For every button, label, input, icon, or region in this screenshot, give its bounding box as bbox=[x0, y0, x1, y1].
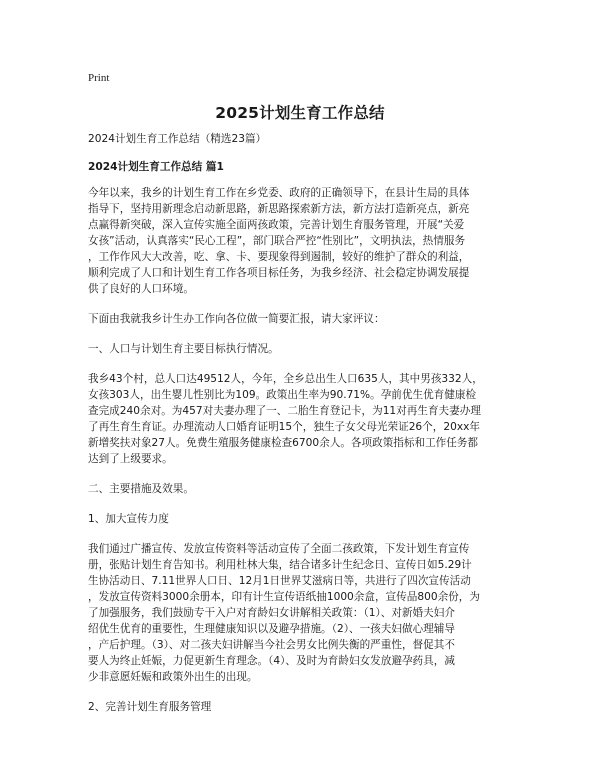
heading-service: 2、完善计划生育服务管理 bbox=[88, 701, 212, 713]
paragraph-line: ，产后护理。（3）、对二孩夫妇讲解当今社会男女比例失衡的严重性，督促其不 bbox=[88, 639, 455, 651]
paragraph-line: ，工作作风大大改善，吃、拿、卡、要现象得到遏制，较好的维护了群众的利益， bbox=[88, 251, 470, 263]
paragraph-line: 今年以来，我乡的计划生育工作在乡党委、政府的正确领导下，在县计生局的具体 bbox=[88, 187, 470, 199]
paragraph-line: 查完成240余对。为457对夫妻办理了一、二胎生育登记卡，为11对再生育夫妻办理 bbox=[88, 405, 481, 417]
document-title: 2025计划生育工作总结 bbox=[215, 104, 385, 122]
paragraph-line: 点赢得新突破，深入宣传实施全面两孩政策，完善计划生育服务管理，开展“关爱 bbox=[88, 219, 465, 231]
paragraph-line: 生协活动日、7.11世界人口日、12月1日世界艾滋病日等，共进行了四次宣传活动 bbox=[88, 575, 471, 587]
paragraph-line: 女孩”活动，认真落实“民心工程”，部门联合严控“性别比”，文明执法，热情服务 bbox=[88, 235, 466, 247]
paragraph-2: 下面由我就我乡计生办工作向各位做一简要汇报，请大家评议： bbox=[88, 313, 385, 325]
paragraph-line: 了加强服务，我们鼓励专干入户对育龄妇女讲解相关政策：（1）、对新婚夫妇介 bbox=[88, 607, 455, 619]
paragraph-1 bbox=[88, 185, 518, 297]
paragraph-line: 绍优生优育的重要性，生理健康知识以及避孕措施。（2）、一孩夫妇做心理辅导 bbox=[88, 623, 455, 635]
paragraph-line: 我乡43个村，总人口达49512人，今年，全乡总出生人口635人，其中男孩332人， bbox=[88, 373, 483, 385]
heading-targets: 一、人口与计划生育主要目标执行情况。 bbox=[88, 343, 279, 355]
paragraph-line: 指导下，坚持用新理念启动新思路，新思路探索新方法，新方法打造新亮点，新亮 bbox=[88, 203, 470, 215]
paragraph-line: 了再生育生育证。办理流动人口婚育证明15个，独生子女父母光荣证26个，20xx年 bbox=[88, 421, 480, 433]
paragraph-line: 女孩303人，出生婴儿性别比为109。政策出生率为90.71%。孕前优生优育健康检 bbox=[88, 389, 477, 401]
paragraph-line: 册，张贴计划生育告知书。利用杜林大集，结合诸多计生纪念日、宣传日如5.29计 bbox=[88, 559, 472, 571]
paragraph-line: 我们通过广播宣传、发放宣传资料等活动宣传了全面二孩政策，下发计划生育宣传 bbox=[88, 543, 470, 555]
paragraph-4 bbox=[88, 541, 518, 685]
print-label[interactable]: Print bbox=[88, 72, 110, 84]
paragraph-line: ，发放宣传资料3000余册本，印有计生宣传语纸抽1000余盒，宣传品800余份，为 bbox=[88, 591, 480, 603]
paragraph-line: 达到了上级要求。 bbox=[88, 453, 173, 465]
paragraph-3 bbox=[88, 371, 518, 467]
paragraph-line: 要人为终止妊娠，力促更新生育理念。（4）、及时为育龄妇女发放避孕药具，减 bbox=[88, 655, 455, 667]
document-body bbox=[88, 131, 518, 715]
document-subtitle: 2024计划生育工作总结（精选23篇） bbox=[88, 133, 267, 145]
heading-measures: 二、主要措施及效果。 bbox=[88, 483, 194, 495]
paragraph-line: 顺利完成了人口和计划生育工作各项目标任务，为我乡经济、社会稳定协调发展提 bbox=[88, 267, 470, 279]
heading-publicity: 1、加大宣传力度 bbox=[88, 513, 169, 525]
paragraph-line: 少非意愿妊娠和政策外出生的出现。 bbox=[88, 671, 258, 683]
paragraph-line: 供了良好的人口环境。 bbox=[88, 283, 194, 295]
section-heading: 2024计划生育工作总结 篇1 bbox=[88, 161, 224, 173]
paragraph-line: 新增奖扶对象27人。免费生殖服务健康检查6700余人。各项政策指标和工作任务都 bbox=[88, 437, 479, 449]
